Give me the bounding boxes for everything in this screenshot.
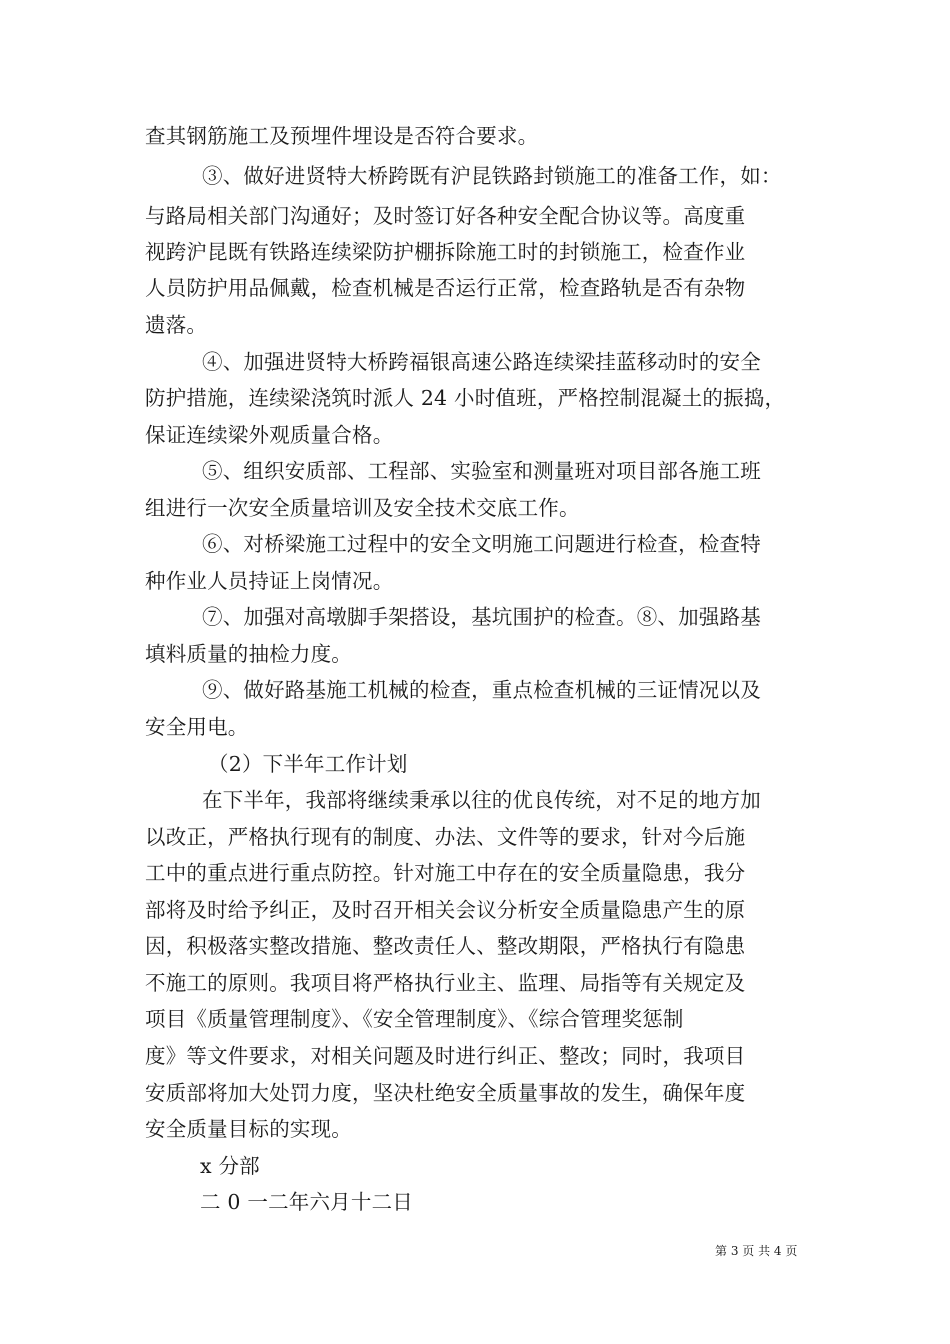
paragraph-line: ⑦、加强对高墩脚手架搭设，基坑围护的检查。⑧、加强路基 <box>202 605 761 629</box>
paragraph-line: 部将及时给予纠正，及时召开相关会议分析安全质量隐患产生的原 <box>145 898 746 922</box>
paragraph-line: 视跨沪昆既有铁路连续梁防护棚拆除施工时的封锁施工，检查作业 <box>145 240 746 264</box>
paragraph-line: 在下半年，我部将继续秉承以往的优良传统，对不足的地方加 <box>202 788 761 812</box>
paragraph-line: 与路局相关部门沟通好；及时签订好各种安全配合协议等。高度重 <box>145 204 746 228</box>
paragraph-line: 因，积极落实整改措施、整改责任人、整改期限，严格执行有隐患 <box>145 934 746 958</box>
paragraph-line: ③、做好进贤特大桥跨既有沪昆铁路封锁施工的准备工作，如： <box>202 164 782 188</box>
page-number: 第 3 页 共 4 页 <box>715 1244 798 1258</box>
paragraph-line: 安质部将加大处罚力度，坚决杜绝安全质量事故的发生，确保年度 <box>145 1081 746 1105</box>
paragraph-line: 遗落。 <box>145 313 208 337</box>
paragraph-line: 人员防护用品佩戴，检查机械是否运行正常，检查路轨是否有杂物 <box>145 276 746 300</box>
paragraph-line: 保证连续梁外观质量合格。 <box>145 423 394 447</box>
paragraph-line: ⑨、做好路基施工机械的检查，重点检查机械的三证情况以及 <box>202 678 761 702</box>
paragraph-line: 安全质量目标的实现。 <box>145 1117 352 1141</box>
paragraph-line: 防护措施，连续梁浇筑时派人 24 小时值班，严格控制混凝土的振捣， <box>145 386 786 410</box>
signature-date: 二 0 一二年六月十二日 <box>200 1190 413 1214</box>
paragraph-line: 种作业人员持证上岗情况。 <box>145 569 394 593</box>
section-heading: （2）下半年工作计划 <box>208 752 408 776</box>
paragraph-line: 度》等文件要求，对相关问题及时进行纠正、整改；同时，我项目 <box>145 1044 746 1068</box>
paragraph-line: ⑤、组织安质部、工程部、实验室和测量班对项目部各施工班 <box>202 459 761 483</box>
paragraph-line: ⑥、对桥梁施工过程中的安全文明施工问题进行检查，检查特 <box>202 532 761 556</box>
paragraph-line: 查其钢筋施工及预埋件埋设是否符合要求。 <box>145 124 539 148</box>
paragraph-line: 以改正，严格执行现有的制度、办法、文件等的要求，针对今后施 <box>145 825 746 849</box>
paragraph-line: 项目《质量管理制度》、《安全管理制度》、《综合管理奖惩制 <box>145 1007 684 1031</box>
paragraph-line: 安全用电。 <box>145 715 249 739</box>
paragraph-line: 组进行一次安全质量培训及安全技术交底工作。 <box>145 496 580 520</box>
paragraph-line: 填料质量的抽检力度。 <box>145 642 352 666</box>
signature-department: x 分部 <box>200 1154 260 1178</box>
paragraph-line: 工中的重点进行重点防控。针对施工中存在的安全质量隐患，我分 <box>145 861 746 885</box>
paragraph-line: 不施工的原则。我项目将严格执行业主、监理、局指等有关规定及 <box>145 971 746 995</box>
paragraph-line: ④、加强进贤特大桥跨福银高速公路连续梁挂蓝移动时的安全 <box>202 350 761 374</box>
